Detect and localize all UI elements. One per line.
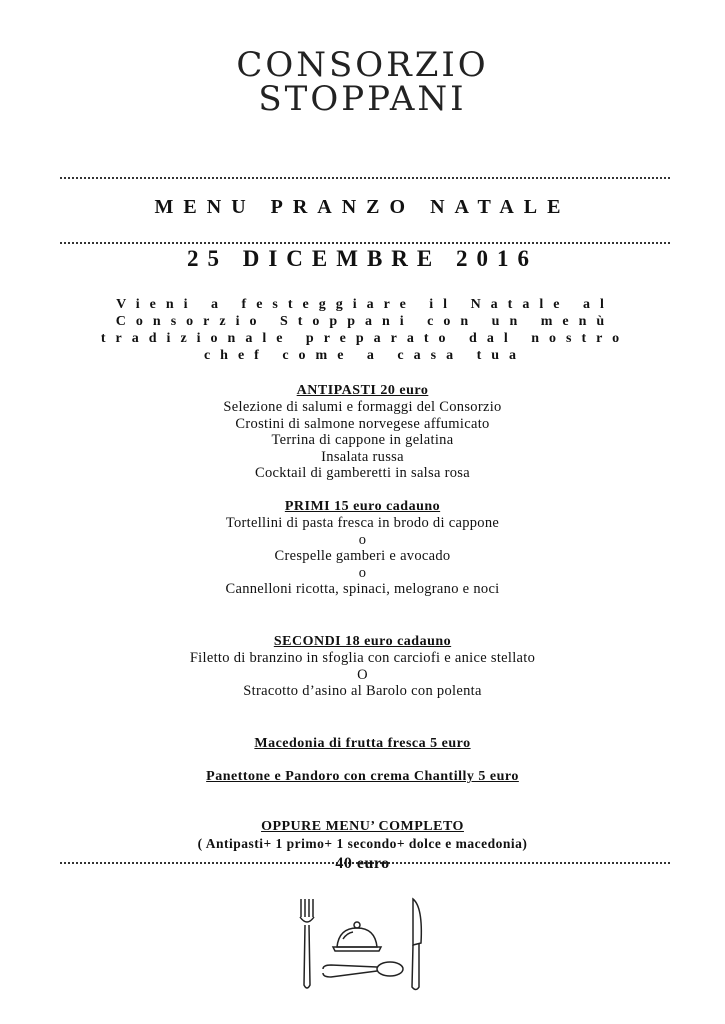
intro-line: tradizionale preparato dal nostro [100, 331, 630, 346]
menu-item: Tortellini di pasta fresca in brodo di cappone [225, 515, 500, 531]
logo [0, 45, 725, 119]
intro-line: chef come a casa tua [203, 348, 527, 363]
antipasti-section [0, 383, 725, 482]
intro-line: Consorzio Stoppani con un menù [115, 314, 615, 329]
menu-separator: O [357, 666, 368, 683]
completo-title: OPPURE MENU’ COMPLETO [261, 819, 464, 834]
menu-item: Crespelle gamberi e avocado [274, 548, 451, 565]
cutlery-illustration [295, 895, 435, 995]
menu-item: Cannelloni ricotta, spinaci, melograno e noci [225, 581, 500, 598]
primi-section [0, 499, 725, 598]
menu-item: Terrina di cappone in gelatina [271, 432, 454, 449]
fork-icon [300, 899, 314, 988]
panettone-item: Panettone e Pandoro con crema Chantilly 5 euro [206, 769, 519, 784]
intro-line: Vieni a festeggiare il Natale al [116, 297, 614, 312]
completo-price: 40 euro [335, 855, 390, 872]
menu-item: Filetto di branzino in sfoglia con carciofi e anice stellato [189, 650, 536, 666]
macedonia-item: Macedonia di frutta fresca 5 euro [254, 736, 471, 751]
menu-item: Insalata russa [321, 448, 404, 465]
secondi-section [0, 634, 725, 700]
logo-line-1: CONSORZIO [236, 45, 489, 85]
dotted-divider [60, 177, 670, 181]
spoon-icon [323, 962, 403, 977]
knife-icon [412, 899, 421, 990]
menu-item: Stracotto d’asino al Barolo con polenta [243, 683, 482, 700]
antipasti-title: ANTIPASTI 20 euro [296, 383, 429, 398]
menu-item: Crostini di salmone norvegese affumicato [235, 415, 490, 432]
page-title: MENU PRANZO NATALE [154, 196, 571, 218]
menu-separator: o [358, 531, 367, 548]
intro-text [60, 296, 670, 364]
secondi-title: SECONDI 18 euro cadauno [273, 634, 452, 649]
menu-item: Selezione di salumi e formaggi del Consorzio [223, 399, 502, 415]
menu-separator: o [358, 564, 367, 581]
cloche-icon [333, 922, 381, 951]
logo-line-2: STOPPANI [258, 79, 467, 119]
event-date: 25 DICEMBRE 2016 [186, 246, 538, 271]
menu-item: Cocktail di gamberetti in salsa rosa [255, 465, 470, 482]
completo-note: ( Antipasti+ 1 primo+ 1 secondo+ dolce e macedonia) [197, 836, 528, 851]
primi-title: PRIMI 15 euro cadauno [284, 499, 441, 514]
